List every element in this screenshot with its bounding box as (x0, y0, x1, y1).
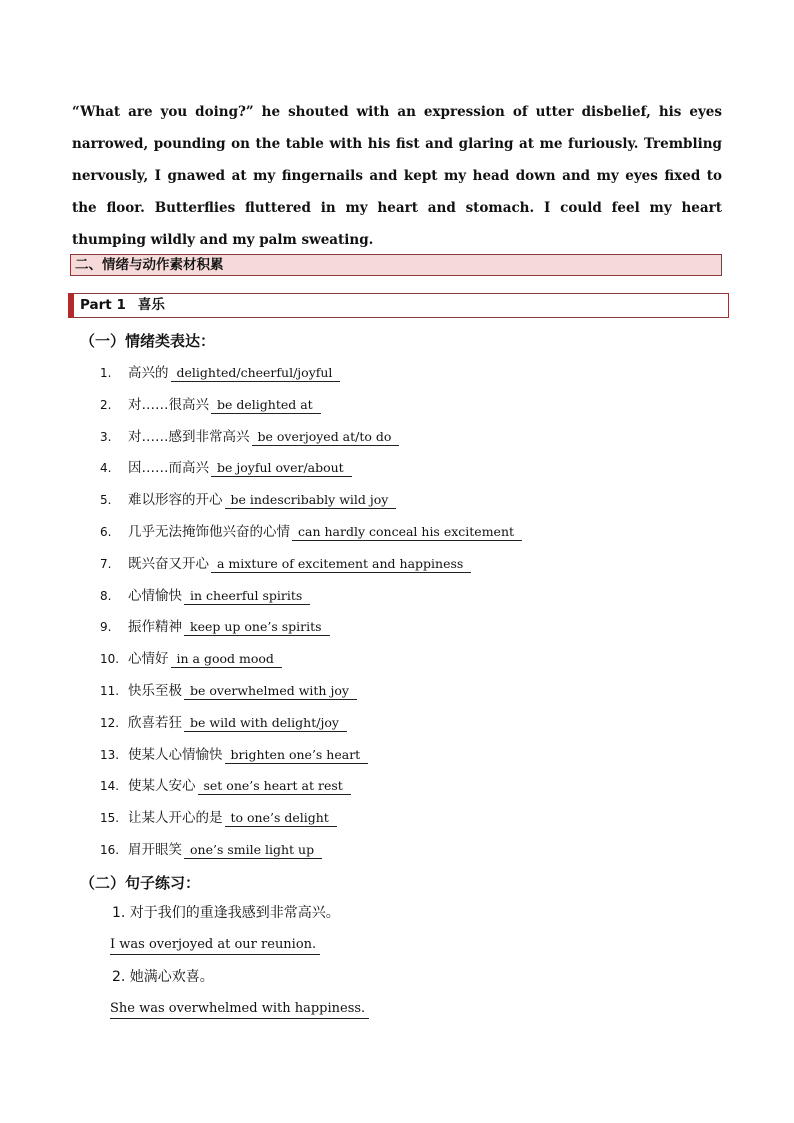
vocab-item (0, 457, 794, 489)
vocab-number: 1. (100, 366, 112, 380)
vocab-list (0, 362, 794, 871)
vocab-answer: be overjoyed at/to do (252, 428, 400, 446)
vocab-number: 15. (100, 811, 120, 826)
vocab-number: 16. (100, 842, 120, 857)
vocab-item (0, 616, 794, 648)
vocab-chinese: 振作精神 (128, 619, 182, 636)
vocab-chinese: 因……而高兴 (128, 460, 209, 477)
vocab-number: 3. (100, 429, 112, 444)
vocab-answer: can hardly conceal his excitement (292, 523, 522, 541)
vocab-answer: delighted/cheerful/joyful (171, 364, 341, 382)
vocab-answer: to one’s delight (225, 809, 337, 827)
vocab-item (0, 426, 794, 458)
vocab-chinese: 使某人心情愉快 (128, 746, 223, 763)
vocab-answer: be delighted at (211, 396, 321, 414)
vocab-chinese: 让某人开心的是 (128, 810, 223, 827)
vocab-answer: be wild with delight/joy (184, 714, 347, 732)
vocab-chinese: 欣喜若狂 (128, 714, 182, 731)
vocab-chinese: 既兴奋又开心 (128, 555, 209, 572)
vocab-item (0, 712, 794, 744)
vocab-chinese: 难以形容的开心 (128, 492, 223, 509)
vocab-item (0, 839, 794, 871)
vocab-item (0, 394, 794, 426)
vocab-item (0, 807, 794, 839)
vocab-chinese: 心情愉快 (128, 587, 182, 604)
practice-question: 1. 对于我们的重逢我感到非常高兴。 (112, 905, 340, 921)
vocab-chinese: 几乎无法掩饰他兴奋的心情 (128, 523, 290, 540)
vocab-answer: one’s smile light up (184, 841, 322, 859)
vocab-number: 8. (100, 588, 112, 603)
vocab-answer: set one’s heart at rest (198, 777, 351, 795)
part-label: Part 1 (80, 297, 126, 313)
vocab-number: 2. (100, 397, 112, 412)
vocab-number: 5. (100, 493, 112, 508)
practice-answer: She was overwhelmed with happiness. (110, 1000, 369, 1019)
part-heading (68, 293, 729, 318)
vocab-number: 12. (100, 715, 120, 730)
vocab-chinese: 高兴的 (128, 365, 169, 381)
vocab-answer: be indescribably wild joy (225, 491, 397, 509)
practice-answer: I was overjoyed at our reunion. (110, 936, 320, 955)
emotion-expressions-heading: （一）情绪类表达： (80, 332, 216, 350)
vocab-item (0, 553, 794, 585)
vocab-answer: be joyful over/about (211, 459, 352, 477)
sentence-practice-heading: （二）句子练习： (80, 874, 201, 892)
section-heading: 二、情绪与动作素材积累 (70, 254, 722, 276)
vocab-number: 4. (100, 461, 112, 476)
vocab-item (0, 775, 794, 807)
vocab-number: 14. (100, 779, 120, 794)
vocab-item (0, 521, 794, 553)
vocab-item (0, 585, 794, 617)
vocab-chinese: 使某人安心 (128, 778, 196, 795)
vocab-item (0, 489, 794, 521)
vocab-number: 11. (100, 683, 120, 698)
vocab-item (0, 648, 794, 680)
vocab-chinese: 眉开眼笑 (128, 841, 182, 858)
vocab-number: 6. (100, 524, 112, 539)
vocab-chinese: 对……感到非常高兴 (128, 428, 250, 445)
practice-question: 2. 她满心欢喜。 (112, 969, 214, 985)
vocab-chinese: 心情好 (128, 651, 169, 668)
vocab-chinese: 快乐至极 (128, 682, 182, 699)
vocab-answer: keep up one’s spirits (184, 618, 330, 636)
vocab-item (0, 680, 794, 712)
vocab-answer: in cheerful spirits (184, 587, 310, 605)
vocab-number: 13. (100, 747, 120, 762)
vocab-answer: a mixture of excitement and happiness (211, 555, 471, 573)
vocab-item (0, 744, 794, 776)
vocab-item (0, 362, 794, 394)
intro-paragraph: “What are you doing?” he shouted with an expression of utter disbelief, his eyes narrowed, pounding on the table with his fist and glaring at me furiously. Trembling nervously, I gnawed at my fingernails and kept my head down and my eyes fixed to the floor. Butterflies fluttered in my heart and stomach. I could feel my heart thumping wildly and my palm sweating. (72, 104, 722, 248)
vocab-answer: be overwhelmed with joy (184, 682, 357, 700)
vocab-number: 9. (100, 620, 112, 635)
vocab-chinese: 对……很高兴 (128, 396, 209, 413)
vocab-answer: in a good mood (171, 650, 282, 668)
vocab-number: 7. (100, 556, 112, 571)
part-title: 喜乐 (137, 297, 165, 313)
vocab-number: 10. (100, 652, 120, 667)
vocab-answer: brighten one’s heart (225, 746, 369, 764)
